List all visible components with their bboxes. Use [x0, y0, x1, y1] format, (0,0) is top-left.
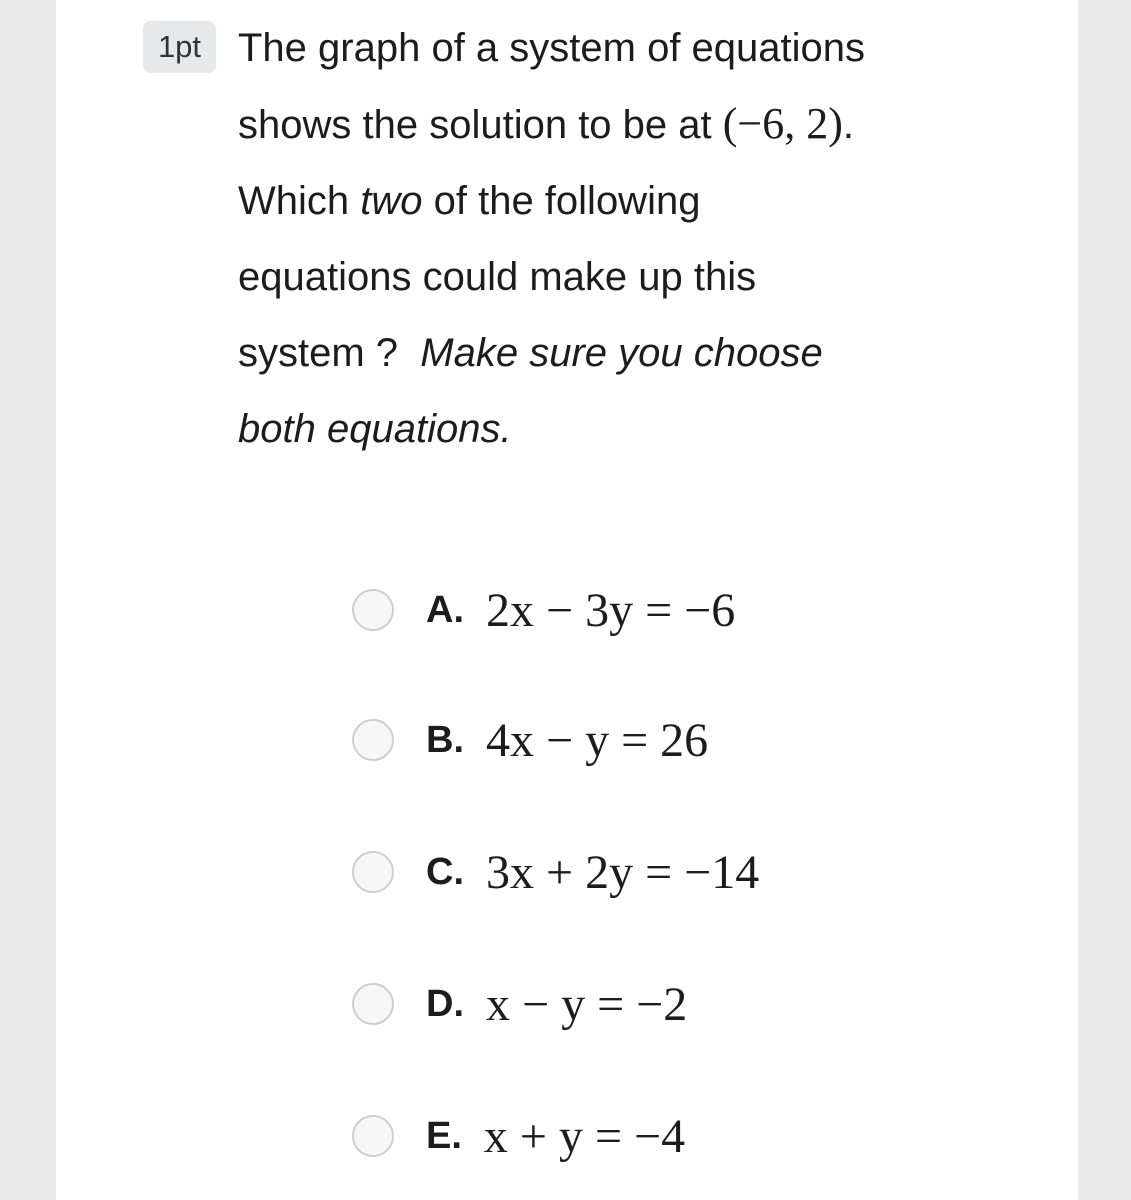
question-line-2-text: shows the solution to be at — [238, 103, 723, 147]
question-line-3-start: Which — [238, 179, 361, 223]
question-text — [238, 10, 1018, 467]
option-b[interactable] — [352, 710, 708, 770]
option-e-letter: E. — [426, 1114, 462, 1157]
question-line-5-text: system ? — [238, 331, 421, 375]
option-a[interactable] — [352, 580, 735, 640]
question-line-3-end: of the following — [422, 179, 701, 223]
option-a-checkbox[interactable] — [352, 589, 394, 631]
option-e[interactable] — [352, 1106, 685, 1166]
option-c[interactable] — [352, 842, 759, 902]
solution-point: (−6, 2) — [722, 99, 843, 148]
option-c-checkbox[interactable] — [352, 851, 394, 893]
option-b-letter: B. — [426, 718, 464, 761]
option-c-equation: 3x + 2y = −14 — [486, 845, 760, 899]
option-d-equation: x − y = −2 — [486, 977, 688, 1031]
option-d[interactable] — [352, 974, 687, 1034]
option-b-checkbox[interactable] — [352, 719, 394, 761]
question-line-2-end: . — [842, 103, 854, 147]
option-c-letter: C. — [426, 850, 464, 893]
option-e-checkbox[interactable] — [352, 1115, 394, 1157]
option-a-equation: 2x − 3y = −6 — [486, 583, 736, 637]
question-line-6 — [238, 391, 1018, 467]
question-line-2 — [238, 86, 1018, 163]
question-line-3 — [238, 163, 1018, 239]
option-d-checkbox[interactable] — [352, 983, 394, 1025]
question-line-5 — [238, 315, 1018, 391]
option-e-equation: x + y = −4 — [483, 1109, 686, 1163]
option-b-equation: 4x − y = 26 — [486, 713, 709, 767]
option-d-letter: D. — [426, 982, 464, 1025]
question-instruction: Make sure you choose — [420, 331, 823, 375]
question-instruction-end: both equations. — [238, 407, 512, 451]
question-line-1: The graph of a system of equations — [238, 26, 866, 70]
option-a-letter: A. — [426, 588, 464, 631]
question-emphasis-two: two — [360, 179, 423, 223]
question-line-4: equations could make up this — [238, 255, 757, 299]
points-badge: 1pt — [143, 21, 216, 73]
